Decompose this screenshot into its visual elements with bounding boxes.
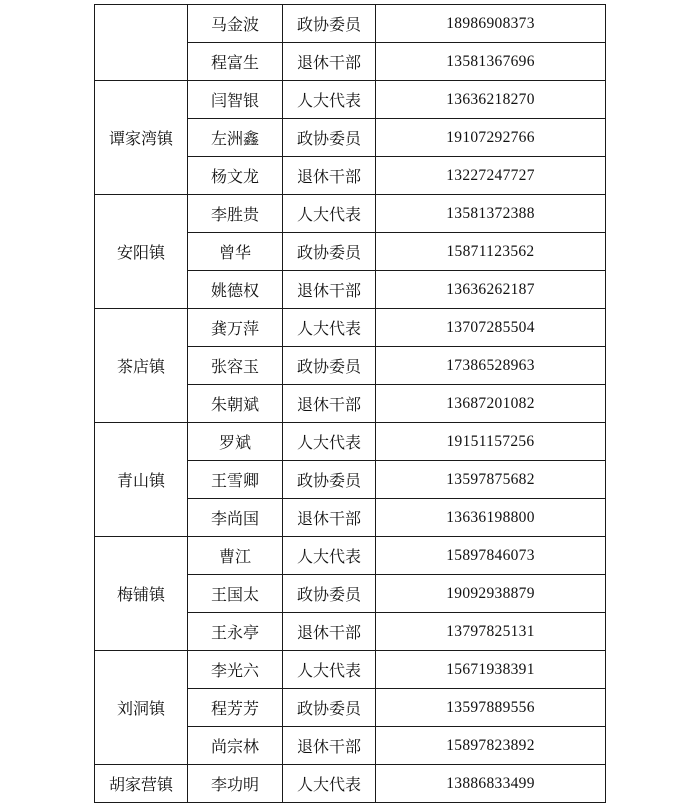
name-cell: 李胜贵 [188, 195, 283, 233]
name-cell: 王永亭 [188, 613, 283, 651]
name-cell: 王国太 [188, 575, 283, 613]
town-cell: 胡家营镇 [95, 765, 188, 803]
town-cell: 刘洞镇 [95, 651, 188, 765]
role-cell: 政协委员 [283, 347, 376, 385]
phone-cell: 19092938879 [376, 575, 606, 613]
contact-table-body [95, 5, 606, 803]
name-cell: 闫智银 [188, 81, 283, 119]
role-cell: 退休干部 [283, 271, 376, 309]
contact-table [94, 4, 606, 803]
role-cell: 政协委员 [283, 5, 376, 43]
phone-cell: 13636262187 [376, 271, 606, 309]
phone-cell: 15897823892 [376, 727, 606, 765]
phone-cell: 18986908373 [376, 5, 606, 43]
name-cell: 程芳芳 [188, 689, 283, 727]
role-cell: 人大代表 [283, 651, 376, 689]
phone-cell: 15671938391 [376, 651, 606, 689]
town-cell: 梅铺镇 [95, 537, 188, 651]
table-row [95, 651, 606, 689]
phone-cell: 19107292766 [376, 119, 606, 157]
name-cell: 王雪卿 [188, 461, 283, 499]
phone-cell: 15871123562 [376, 233, 606, 271]
role-cell: 政协委员 [283, 575, 376, 613]
phone-cell: 13597875682 [376, 461, 606, 499]
name-cell: 罗斌 [188, 423, 283, 461]
town-cell: 安阳镇 [95, 195, 188, 309]
town-cell [95, 5, 188, 81]
role-cell: 政协委员 [283, 689, 376, 727]
phone-cell: 13597889556 [376, 689, 606, 727]
table-row [95, 5, 606, 43]
role-cell: 退休干部 [283, 499, 376, 537]
name-cell: 李功明 [188, 765, 283, 803]
table-row [95, 81, 606, 119]
name-cell: 杨文龙 [188, 157, 283, 195]
phone-cell: 17386528963 [376, 347, 606, 385]
role-cell: 人大代表 [283, 81, 376, 119]
phone-cell: 13227247727 [376, 157, 606, 195]
table-row [95, 309, 606, 347]
phone-cell: 13687201082 [376, 385, 606, 423]
phone-cell: 13707285504 [376, 309, 606, 347]
name-cell: 张容玉 [188, 347, 283, 385]
name-cell: 李光六 [188, 651, 283, 689]
phone-cell: 19151157256 [376, 423, 606, 461]
name-cell: 李尚国 [188, 499, 283, 537]
role-cell: 退休干部 [283, 613, 376, 651]
phone-cell: 13581372388 [376, 195, 606, 233]
name-cell: 龚万萍 [188, 309, 283, 347]
role-cell: 人大代表 [283, 765, 376, 803]
name-cell: 曾华 [188, 233, 283, 271]
role-cell: 退休干部 [283, 385, 376, 423]
role-cell: 人大代表 [283, 195, 376, 233]
town-cell: 谭家湾镇 [95, 81, 188, 195]
name-cell: 左洲鑫 [188, 119, 283, 157]
town-cell: 茶店镇 [95, 309, 188, 423]
role-cell: 政协委员 [283, 461, 376, 499]
table-row [95, 537, 606, 575]
role-cell: 人大代表 [283, 423, 376, 461]
name-cell: 尚宗林 [188, 727, 283, 765]
role-cell: 政协委员 [283, 233, 376, 271]
role-cell: 人大代表 [283, 309, 376, 347]
role-cell: 退休干部 [283, 157, 376, 195]
phone-cell: 13581367696 [376, 43, 606, 81]
role-cell: 政协委员 [283, 119, 376, 157]
table-row [95, 195, 606, 233]
role-cell: 退休干部 [283, 727, 376, 765]
name-cell: 姚德权 [188, 271, 283, 309]
phone-cell: 13886833499 [376, 765, 606, 803]
role-cell: 人大代表 [283, 537, 376, 575]
name-cell: 马金波 [188, 5, 283, 43]
phone-cell: 13636198800 [376, 499, 606, 537]
phone-cell: 15897846073 [376, 537, 606, 575]
role-cell: 退休干部 [283, 43, 376, 81]
name-cell: 程富生 [188, 43, 283, 81]
table-row [95, 423, 606, 461]
phone-cell: 13797825131 [376, 613, 606, 651]
name-cell: 曹江 [188, 537, 283, 575]
contact-table-container [94, 4, 605, 803]
phone-cell: 13636218270 [376, 81, 606, 119]
table-row [95, 765, 606, 803]
town-cell: 青山镇 [95, 423, 188, 537]
name-cell: 朱朝斌 [188, 385, 283, 423]
